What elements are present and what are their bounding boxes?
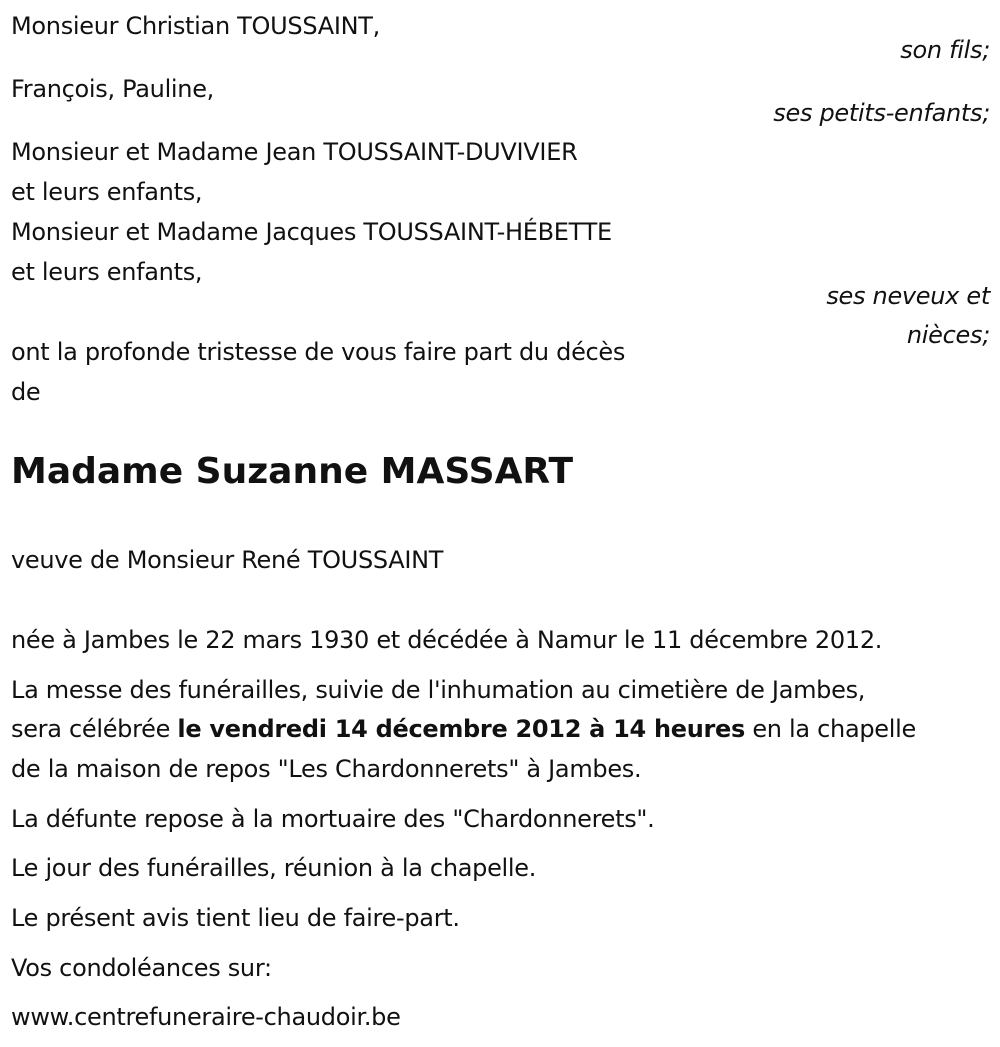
son-relation: son fils; <box>900 36 990 64</box>
nephew1-line2: et leurs enfants, <box>11 178 203 206</box>
reunion-text: Le jour des funérailles, réunion à la chapelle. <box>11 854 537 882</box>
nephew2-line1: Monsieur et Madame Jacques TOUSSAINT-HÉBETTE <box>11 218 612 246</box>
funeral-line1: La messe des funérailles, suivie de l'inhumation au cimetière de Jambes, <box>11 676 866 704</box>
avis-text: Le présent avis tient lieu de faire-part. <box>11 904 460 932</box>
widow-of: veuve de Monsieur René TOUSSAINT <box>11 546 444 574</box>
funeral-line3: de la maison de repos "Les Chardonnerets" à Jambes. <box>11 755 642 783</box>
nephew2-line2: et leurs enfants, <box>11 258 203 286</box>
condolences-label: Vos condoléances sur: <box>11 954 272 982</box>
nephew1-line1: Monsieur et Madame Jean TOUSSAINT-DUVIVIER <box>11 138 578 166</box>
grandchildren-names: François, Pauline, <box>11 75 215 103</box>
deceased-name: Madame Suzanne MASSART <box>11 451 574 492</box>
funeral-line2 <box>11 715 916 743</box>
website-link[interactable]: www.centrefuneraire-chaudoir.be <box>11 1003 401 1031</box>
nephews-relation-line1: ses neveux et <box>826 282 990 310</box>
funeral-date-time: le vendredi 14 décembre 2012 à 14 heures <box>177 715 746 743</box>
funeral-line2-start: sera célébrée <box>11 715 178 743</box>
son-name: Monsieur Christian TOUSSAINT, <box>11 12 380 40</box>
repose-text: La défunte repose à la mortuaire des "Chardonnerets". <box>11 805 655 833</box>
nephews-relation-line2: nièces; <box>906 321 990 349</box>
announcement-line1: ont la profonde tristesse de vous faire part du décès <box>11 338 626 366</box>
birth-death: née à Jambes le 22 mars 1930 et décédée à Namur le 11 décembre 2012. <box>11 626 883 654</box>
grandchildren-relation: ses petits-enfants; <box>773 99 990 127</box>
announcement-line2: de <box>11 378 41 406</box>
funeral-line2-end: en la chapelle <box>745 715 916 743</box>
